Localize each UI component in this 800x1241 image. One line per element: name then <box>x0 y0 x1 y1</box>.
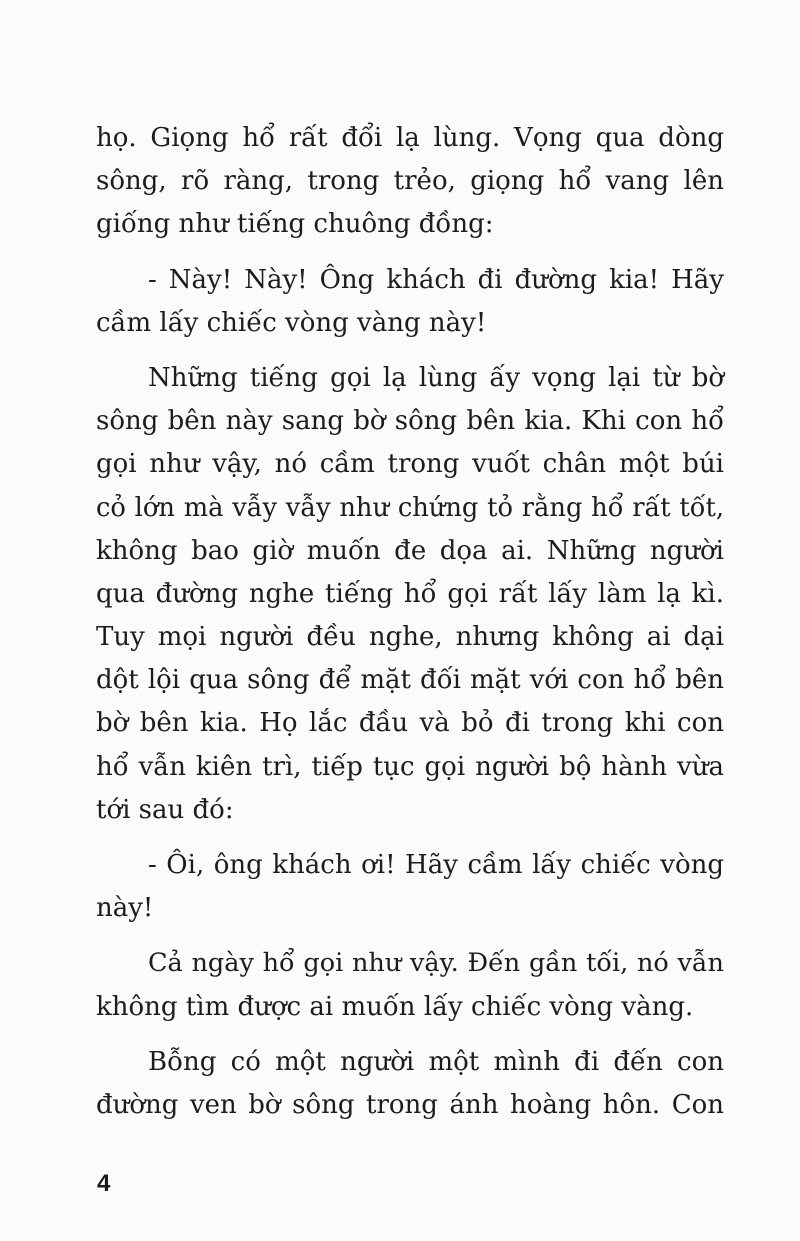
text-line: hổ vẫn kiên trì, tiếp tục gọi người bộ hành vừa <box>96 751 724 782</box>
text-line: bờ bên kia. Họ lắc đầu và bỏ đi trong khi con <box>96 708 724 739</box>
page-number: 4 <box>97 1170 111 1197</box>
text-line: Cả ngày hổ gọi như vậy. Đến gần tối, nó vẫn <box>148 948 724 979</box>
paragraph <box>96 844 724 930</box>
paragraph <box>96 117 724 247</box>
text-line: qua đường nghe tiếng hổ gọi rất lấy làm lạ kì. <box>96 578 724 609</box>
text-line: đường ven bờ sông trong ánh hoàng hôn. Con <box>96 1089 724 1120</box>
text-line: sông, rõ ràng, trong trẻo, giọng hổ vang lên <box>96 166 724 197</box>
text-line: giống như tiếng chuông đồng: <box>96 209 494 240</box>
text-line: - Này! Này! Ông khách đi đường kia! Hãy <box>148 264 724 295</box>
text-line: sông bên này sang bờ sông bên kia. Khi con hổ <box>96 406 724 437</box>
text-line: tới sau đó: <box>96 794 234 825</box>
text-line: cầm lấy chiếc vòng vàng này! <box>96 307 487 338</box>
text-line: gọi như vậy, nó cầm trong vuốt chân một búi <box>96 449 724 480</box>
text-line: này! <box>96 893 154 924</box>
text-line: không tìm được ai muốn lấy chiếc vòng vàng. <box>96 991 694 1022</box>
paragraph <box>96 357 724 832</box>
paragraph <box>96 1041 724 1127</box>
paragraph <box>96 942 724 1028</box>
text-line: Những tiếng gọi lạ lùng ấy vọng lại từ bờ <box>148 362 724 393</box>
text-line: Bỗng có một người một mình đi đến con <box>148 1046 724 1077</box>
text-line: - Ôi, ông khách ơi! Hãy cầm lấy chiếc vòng <box>148 850 724 880</box>
body-text <box>96 117 724 1127</box>
text-line: cỏ lớn mà vẫy vẫy như chứng tỏ rằng hổ rất tốt, <box>96 492 724 523</box>
text-line: không bao giờ muốn đe dọa ai. Những người <box>96 535 724 566</box>
text-line: Tuy mọi người đều nghe, nhưng không ai dại <box>96 622 724 653</box>
text-line: họ. Giọng hổ rất đổi lạ lùng. Vọng qua dòng <box>96 123 724 153</box>
paragraph <box>96 259 724 345</box>
text-line: dột lội qua sông để mặt đối mặt với con hổ bên <box>96 665 724 696</box>
